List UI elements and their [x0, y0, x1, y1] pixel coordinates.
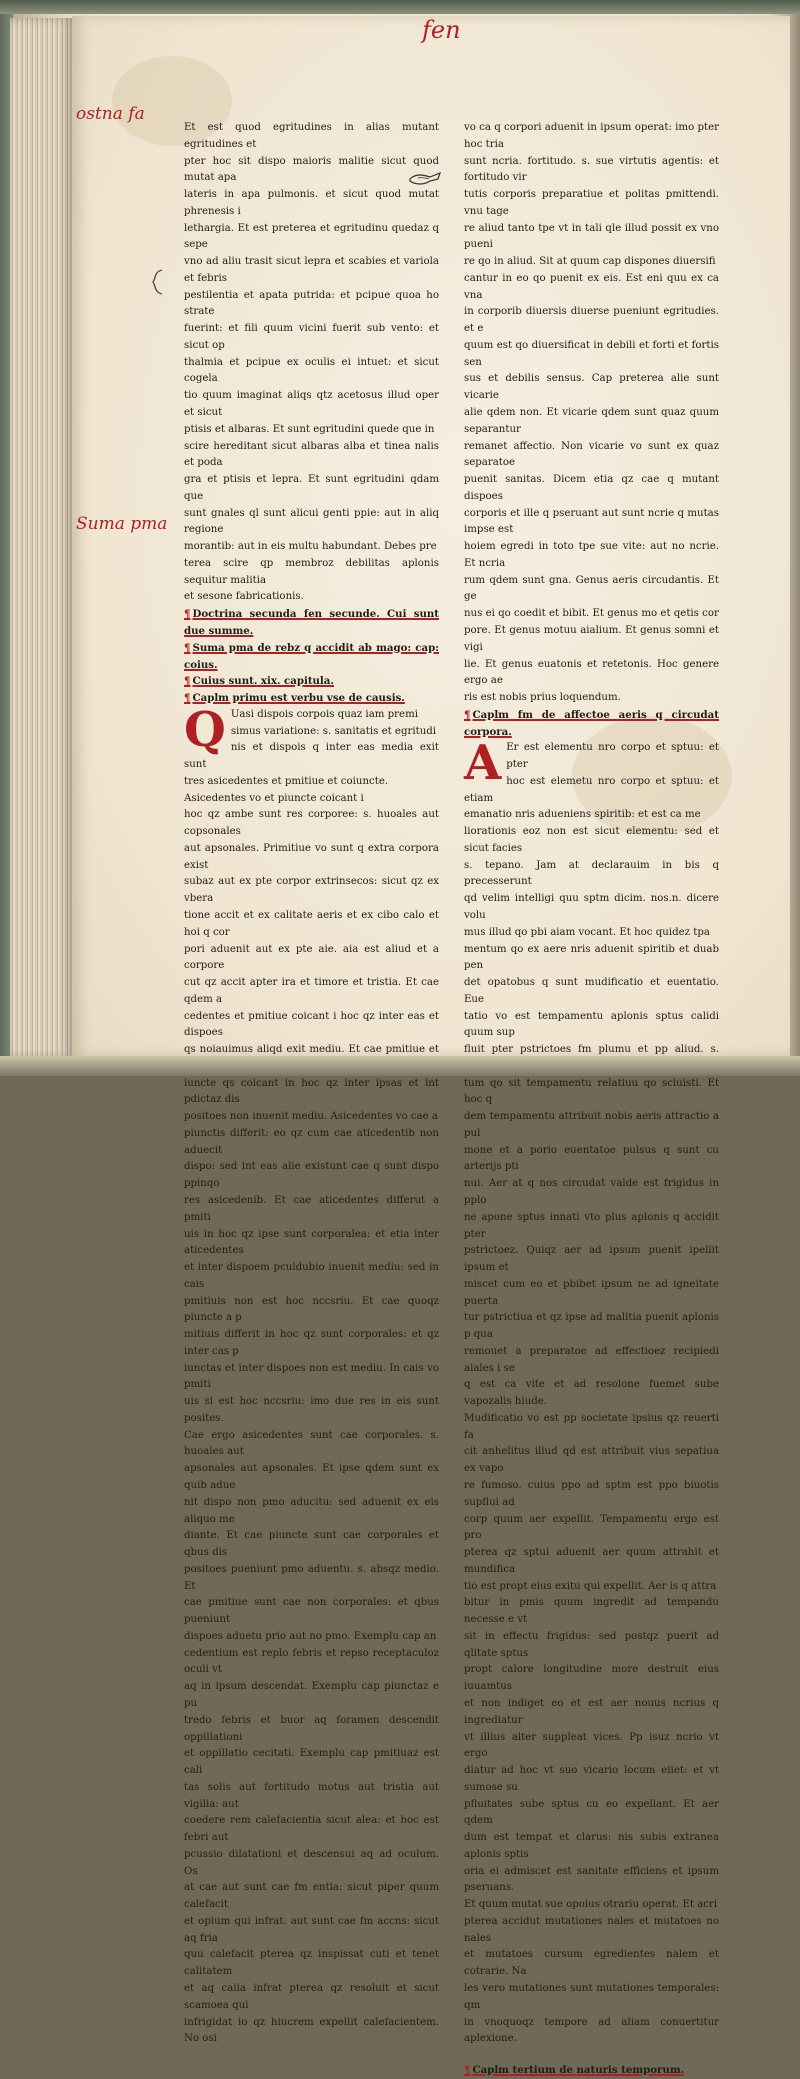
text-line: ne apone sptus innati vto plus aplonis q accidit pter [464, 1211, 719, 1240]
text-line: et opium qui infrat. aut sunt cae fm accns: sicut aq fria [184, 1915, 439, 1944]
text-line: corporis et ille q pseruant aut sunt ncrie q mutas impse est [464, 507, 719, 536]
text-line: Et quum mutat sue opoius otrariu operat. Et acri [464, 1899, 718, 1911]
text-line: puenit sanitas. Dicem etia qz cae q mutant dispoes [464, 474, 719, 502]
text-line: hoc qz ambe sunt res corporee: s. huoales aut copsonales [184, 809, 439, 838]
text-line: remanet affectio. Non vicarie vo sunt ex quaz separatoe [464, 440, 719, 469]
text-line: vno ad aliu trasit sicut lepra et scabies et variola et febris [184, 256, 439, 284]
margin-bracket-icon [148, 268, 168, 296]
text-line: gra et ptisis et lepra. Et sunt egritudini qdam que [184, 474, 439, 502]
text-line: mentum qo ex aere nris aduenit spiritib et duab pen [464, 943, 719, 972]
text-line: Er est elementu nro corpo et sptuu: et pter [506, 742, 719, 771]
page-stack-edge [10, 18, 74, 1058]
text-line: cantur in eo qo puenit ex eis. Est eni quu ex ca vna [464, 272, 719, 301]
text-line: hoc est elemetu nro corpo et sptuu: et etiam [464, 775, 719, 804]
text-line: Uasi dispois corpois quaz iam premi [230, 708, 419, 720]
text-line: in corporib diuersis diuerse pueniunt egritudies. et e [464, 306, 719, 335]
text-line: qs noiauimus aliqd exit mediu. Et cae pmitiue et [184, 1044, 439, 1056]
text-line: pter hoc sit dispo maioris malitie sicut quod mutat apa [184, 155, 439, 184]
text-line: q est ca vite et ad resolone fuemet sube vapozalis hiude. [464, 1379, 719, 1408]
text-line: mus illud qo pbi aiam vocant. Et hoc quidez tpa [464, 926, 710, 938]
rubric-heading: ¶ Doctrina secunda fen secunde. Cui sunt due summe. [184, 606, 439, 640]
text-line: aut apsonales. Primitiue vo sunt q extra corpora exist [184, 842, 439, 871]
text-line: uis in hoc qz ipse sunt corporalea: et etia inter aticedentes [184, 1228, 439, 1257]
text-line: res asicedenib. Et cae aticedentes differut a pmiti [184, 1195, 439, 1223]
text-line: mitiuis differit in hoc qz sunt corporales: et qz inter cas p [184, 1329, 439, 1357]
text-line: re qo in aliud. Sit at quum cap dispones diuersifi [464, 256, 716, 268]
text-line: les vero mutationes sunt mutationes temporales: qm [464, 1982, 719, 2011]
text-line: rum qdem sunt gna. Genus aeris circudantis. Et ge [464, 574, 719, 603]
manuscript-page [72, 16, 790, 2077]
text-line: pori aduenit aut ex pte aie. aia est aliud et a corpore [184, 943, 439, 972]
text-line: cit anhelitus illud qd est attribuit vius sepatiua ex vapo [464, 1446, 719, 1475]
text-line: sus et debilis sensus. Cap preterea alie sunt vicarie [464, 373, 719, 402]
text-line: qd velim intelligi quu sptm dicim. nos.n. dicere volu [464, 893, 719, 921]
text-line: pfluitates sube sptus cu eo expellant. Et aer qdem [464, 1798, 719, 1827]
text-line: scire hereditant sicut albaras alba et tinea nalis et poda [184, 440, 439, 469]
scan-top-edge [0, 0, 800, 14]
text-line: aq in ipsum descendat. Exemplu cap piunctaz e pu [184, 1681, 439, 1709]
text-line: at cae aut sunt cae fm entia: sicut piper quum calefacit [184, 1882, 439, 1911]
text-line: pcussio dilatationi et descensui aq ad oculum. Os [184, 1848, 439, 1877]
text-line: nui. Aer at q nos circudat valde est frigidus in pplo [464, 1178, 719, 1206]
text-line: piunctis differit: eo qz cum cae aticedentib non aduecit [184, 1127, 439, 1156]
chapter-heading: ¶ Caplm fm de affectoe aeris q circudat corpora. [464, 707, 719, 741]
text-line: coedere rem calefacientia sicut alea: et hoc est febri aut [184, 1815, 439, 1844]
text-line: Et est quod egritudines in alias mutant egritudines et [184, 122, 439, 150]
text-line: et oppillatio cecitati. Exemplu cap pmitiuaz est cali [184, 1748, 439, 1777]
text-line: tio est propt eius exitu qui expellit. Aer is q attra [464, 1580, 717, 1592]
text-line: Mudificatio vo est pp societate ipsius qz reuerti fa [464, 1412, 719, 1441]
text-line: tatio vo est tempamentu aplonis sptus calidi quum sup [464, 1010, 719, 1039]
decorated-initial-q: Q [184, 701, 226, 758]
text-line: dispoes aduetu prio aut no pmo. Exemplu cap an [184, 1630, 437, 1642]
text-line: simus variatione: s. sanitatis et egritudi [230, 725, 437, 737]
text-line: dispo: sed int eas alie existunt cae q sunt dispo ppinqo [184, 1161, 439, 1190]
text-line: s. tepano. Jam at declarauim in bis q precesserunt [464, 859, 719, 888]
text-line: tione accit et ex calitate aeris et ex cibo calo et hoi q cor [184, 909, 439, 938]
text-line: tio quum imaginat aliqs qtz acetosus illud oper et sicut [184, 390, 439, 419]
text-line: nis et dispois q inter eas media exit sunt [184, 742, 439, 771]
text-line: remouet a preparatoe ad effectioez recipiedi aiales i se [464, 1345, 719, 1374]
text-line: sunt ncria. fortitudo. s. sue virtutis agentis: et fortitudo vir [464, 155, 719, 184]
text-line: tres asicedentes et pmitiue et coiuncte. [184, 775, 389, 787]
text-line: diante. Et cae piuncte sunt cae corporales et qbus dis [184, 1530, 439, 1559]
text-line: oria ei admiscet est sanitate efficiens et ipsum pseruans. [464, 1865, 719, 1894]
text-line: dum est tempat et clarus: nis subis extranea aplonis sptis [464, 1832, 719, 1860]
text-line: tas solis aut fortitudo motus aut tristia aut vigilia: aut [184, 1781, 439, 1810]
scan-bottom-edge [0, 1056, 800, 1076]
rubric-heading: ¶ Cuius sunt. xix. capitula. [184, 673, 439, 690]
text-line: corp quum aer expellit. Tempamentu ergo est pro [464, 1513, 719, 1542]
running-header: fen [422, 16, 461, 44]
text-line: positoes pueniunt pmo aduentu. s. absqz medio. Et [184, 1563, 439, 1592]
text-line: Cae ergo asicedentes sunt cae corporales. s. huoales aut [184, 1429, 439, 1458]
text-line: sunt gnales ql sunt alicui genti ppie: aut in aliq regione [184, 507, 439, 536]
text-line: subaz aut ex pte corpor extrinsecos: sicut qz ex vbera [184, 876, 439, 905]
text-line: infrigidat io qz hiucrem expellit calefacientem. No osi [184, 2016, 439, 2045]
text-line: pestilentia et apata putrida: et pcipue quoa ho strate [184, 289, 439, 318]
text-line: alie qdem non. Et vicarie qdem sunt quaz quum separantur [464, 407, 719, 435]
text-line: morantib: aut in eis multu habundant. Debes pre [184, 541, 437, 553]
left-text-column [184, 120, 439, 2045]
text-line: fluit pter pstrictoes fm plumu et pp aliud. s. [464, 1044, 719, 1056]
text-line: apsonales aut apsonales. Et ipse qdem sunt ex quib adue [184, 1463, 439, 1492]
text-line: liorationis eoz non est sicut elementu: sed et sicut facies [464, 826, 719, 854]
text-line: det opatobus q sunt mudificatio et euentatio. Eue [464, 977, 719, 1005]
text-line: vo ca q corpori aduenit in ipsum operat: imo pter hoc tria [464, 122, 719, 150]
text-line: tum qo sit tempamentu relatiuu qo sciuisti. Et hoc q [464, 1077, 719, 1106]
text-line: ris est nobis prius loquendum. [464, 692, 621, 704]
text-line: positoes non inuenit mediu. Asicedentes vo cae a [184, 1111, 438, 1123]
text-line: pstrictoez. Quiqz aer ad ipsum puenit ipellit ipsum et [464, 1245, 719, 1274]
text-line: Asicedentes vo et piuncte coicant i [184, 792, 364, 804]
text-line: iunctas et inter dispoes non est mediu. In cais vo pmiti [184, 1362, 439, 1391]
right-text-column [464, 120, 719, 2077]
text-line: re aliud tanto tpe vt in tali qle illud possit ex vno pueni [464, 222, 719, 251]
text-line: et sesone fabricationis. [184, 591, 304, 603]
text-line: lie. Et genus euatonis et retetonis. Hoc genere ergo ae [464, 658, 719, 687]
text-line: sit in effectu frigidus: sed postqz puerit ad qlitate sptus [464, 1630, 719, 1659]
text-line: ptisis et albaras. Et sunt egritudini quede que in [184, 423, 435, 435]
text-line: et non indiget eo et est aer nouus ncrius q ingrediatur [464, 1697, 719, 1726]
text-line: miscet cum eo et pbibet ipsum ne ad igneitate puerta [464, 1278, 719, 1307]
chapter-heading: ¶ Caplm primu est verbu vse de causis. [184, 690, 439, 707]
text-line: iuncte qs coicant in hoc qz inter ipsas et int pdictaz dis [184, 1077, 439, 1106]
text-line: in vnoquoqz tempore ad aliam conuertitur aplexione. [464, 2016, 719, 2045]
text-line: bitur in pmis quum ingredit ad tempandu necesse e vt [464, 1597, 719, 1626]
text-line: re fumoso. cuius ppo ad sptm est ppo biuotis supflui ad [464, 1480, 719, 1508]
text-line: quum est qo diuersificat in debili et forti et fortis sen [464, 339, 719, 368]
text-line: et inter dispoem pculdubio inuenit mediu: sed in cais [184, 1262, 439, 1290]
text-line: terea scire qp membroz debilitas aplonis sequitur malitia [184, 557, 439, 586]
text-line: et mutatoes cursum egredientes nalem et cotrarie. Na [464, 1949, 719, 1978]
text-line: lethargia. Et est preterea et egritudinu quedaz q sepe [184, 222, 439, 251]
text-line: cedentes et pmitiue coicant i hoc qz inter eas et dispoes [184, 1010, 439, 1039]
text-line: pore. Et genus motuu aialium. Et genus somni et vigi [464, 624, 719, 653]
text-line: emanatio nris adueniens spiritib: et est ca me [464, 809, 701, 821]
text-line: cae pmitiue sunt cae non corporales: et qbus pueniunt [184, 1597, 439, 1626]
text-line: fuerint: et fili quum vicini fuerit sub vento: et sicut op [184, 323, 439, 351]
text-line: lateris in apa pulmonis. et sicut quod mutat phrenesis i [184, 189, 439, 217]
text-line: dem tempamentu attribuit nobis aeris attractio a pul [464, 1111, 719, 1139]
margin-note-top: ostna fa [76, 104, 145, 124]
text-line: pmitiuis non est hoc nccsriu. Et cae quoqz piuncte a p [184, 1295, 439, 1324]
text-line: vt illius alter suppleat vices. Pp isuz ncrio vt ergo [464, 1731, 719, 1760]
text-line: pterea accidut mutationes nales et mutatoes no nales [464, 1915, 719, 1944]
text-line: uis si est hoc nccsriu: imo due res in eis sunt posites. [184, 1396, 439, 1424]
margin-note-mid: Suma pma [76, 514, 168, 534]
text-line: cedentium est replo febris et repso receptaculoz oculi vt [184, 1647, 439, 1676]
text-line: nus ei qo coedit et bibit. Et genus mo et qetis cor [464, 608, 719, 620]
text-line: nit dispo non pmo aducitu: sed aduenit ex eis aliquo me [184, 1496, 439, 1525]
text-line: quu calefacit pterea qz inspissat cuti et tenet calitatem [184, 1949, 439, 1978]
text-line: pterea qz sptui aduenit aer quum attrahit et mundifica [464, 1547, 719, 1575]
text-line: propt calore longitudine more destruit eius iuuamtus [464, 1664, 719, 1693]
text-line: thalmia et pcipue ex oculis ei intuet: et sicut cogela [184, 356, 439, 385]
text-line: cut qz accit apter ira et timore et tristia. Et cae qdem a [184, 977, 439, 1005]
text-line: tredo febris et buor aq foramen descendit oppillationi [184, 1714, 439, 1743]
text-line: mone et a porio euentatoe pulsus q sunt cu arterijs pti [464, 1144, 719, 1173]
text-line: tur pstrictiua et qz ipse ad malitia puenit aplonis p qua [464, 1312, 719, 1341]
chapter-heading: ¶ Caplm tertium de naturis temporum. [464, 2062, 719, 2079]
text-line: hoiem egredi in toto tpe sue vite: aut no ncrie. Et ncria [464, 541, 719, 569]
rubric-heading: ¶ Suma pma de rebz q accidit ab mago: cap: coius. [184, 640, 439, 674]
text-line: diatur ad hoc vt suo vicario locum eiiet: et vt sumose su [464, 1765, 719, 1793]
text-line: tutis corporis preparatiue et politas pmittendi. vnu tage [464, 189, 719, 217]
decorated-initial-a: A [464, 735, 502, 792]
text-line: et aq calia infrat pterea qz resoluit et sicut scamoea qui [184, 1982, 439, 2011]
